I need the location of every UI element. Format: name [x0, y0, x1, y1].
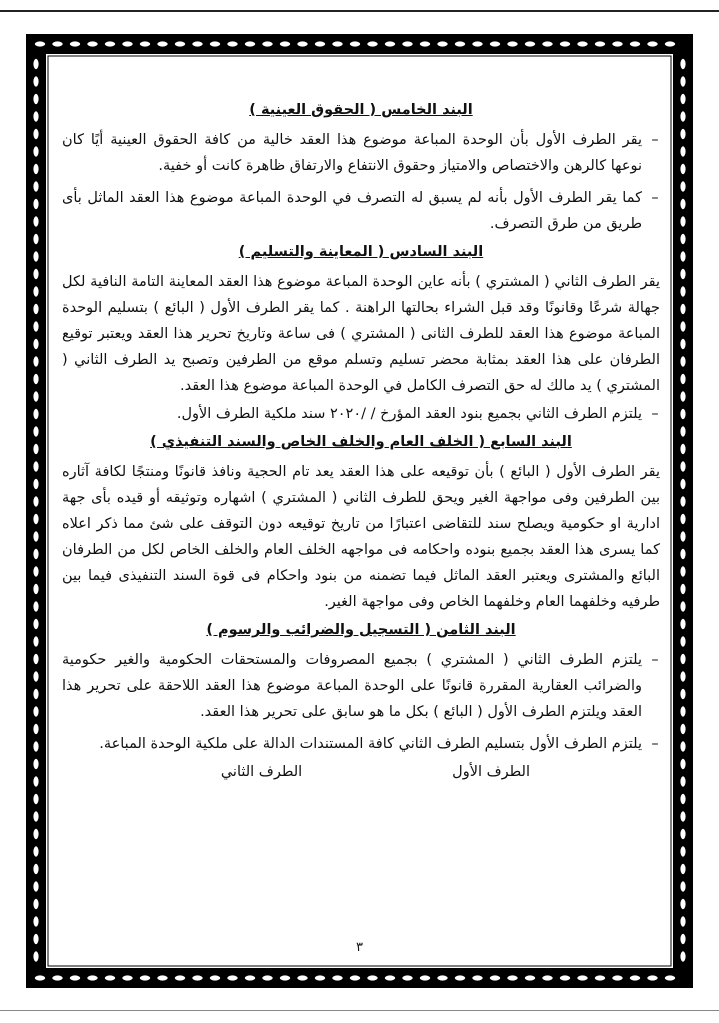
- section-8-clause-1: [62, 647, 660, 725]
- section-7-paragraph: يقر الطرف الأول ( البائع ) بأن توقيعه على هذا العقد يعد تام الحجية ونافذ قانونًا ومنتجًا لكافة آثاره بين الطرفين وفى مواجهة الغير ويحق للطرف الثاني ( المشتري ) اشهاره وتوثيقه أو قيده بأى جهة ادارية او حكومية ويصلح سند للتقاضى اعتبارًا من تاريخ توقيعه دون التوقف على شئ مما ذكر اعلاه كما يسرى هذا العقد بجميع بنوده واحكامه فى مواجهه الخلف العام والخلف الخاص لكل من الطرفان البائع والمشترى ويعتبر العقد الماثل فيما تضمنه من بنود واحكام فى قوة السند التنفيذى فيما بين طرفيه وخلفهما العام وخلفهما الخاص وفى مواجهة الغير.: [62, 464, 660, 610]
- bullet-dash: –: [651, 406, 659, 422]
- section-6-clause-1-text: يلتزم الطرف الثاني بجميع بنود العقد المؤرخ / /٢٠٢٠ سند ملكية الطرف الأول.: [176, 406, 642, 422]
- section-6-paragraph: يقر الطرف الثاني ( المشتري ) بأنه عاين الوحدة المباعة موضوع هذا العقد المعاينة التامة النافية لكل جهالة شرعًا وقانونًا وقد قبل الشراء بحالتها الراهنة . كما يقر الطرف الأول ( البائع ) بتسليم الوحدة المباعة موضوع هذا العقد للطرف الثانى ( المشتري ) فى ساعة وتاريخ تحرير هذا العقد ويعتبر توقيع الطرفان على هذا العقد بمثابة محضر تسليم وتسلم موقع من الطرفين وتصبح يد الطرف الثاني ( المشتري ) يد مالك له حق التصرف الكامل في الوحدة المباعة موضوع هذا العقد.: [62, 274, 660, 394]
- section-6-clause-1: [62, 401, 660, 427]
- section-8-clause-2: [62, 731, 660, 757]
- section-5-clause-1-text: يقر الطرف الأول بأن الوحدة المباعة موضوع هذا العقد خالية من كافة الحقوق العينية أيًا كان نوعها كالرهن والاختصاص والامتياز وحقوق الانتفاع والارتفاق ظاهرة كانت أو خفية.: [62, 132, 642, 174]
- section-5-clause-2: [62, 185, 660, 237]
- second-party-signature-label: الطرف الثاني: [220, 764, 303, 780]
- section-5-clause-1: [62, 127, 660, 179]
- contract-page-body: [62, 95, 660, 785]
- section-5-heading: البند الخامس ( الحقوق العينية ): [249, 102, 473, 118]
- section-5-clause-2-text: كما يقر الطرف الأول بأنه لم يسبق له التصرف في الوحدة المباعة موضوع هذا العقد الماثل بأى طريق من طرق التصرف.: [62, 190, 642, 232]
- first-party-signature-label: الطرف الأول: [452, 764, 530, 780]
- signature-labels: [62, 759, 660, 785]
- section-6-heading: البند السادس ( المعاينة والتسليم ): [238, 244, 484, 260]
- section-8-clause-1-text: يلتزم الطرف الثاني ( المشتري ) بجميع المصروفات والمستحقات الحكومية والغير حكومية والضرائب العقارية المقررة قانونًا على الوحدة المباعة موضوع هذا العقد اللاحقة على تحرير هذا العقد ويلتزم الطرف الأول ( البائع ) بكل ما هو سابق على تحرير هذا العقد.: [62, 652, 642, 720]
- bullet-dash: –: [651, 736, 659, 752]
- section-8-clause-2-text: يلتزم الطرف الأول بتسليم الطرف الثاني كافة المستندات الدالة على ملكية الوحدة المباعة.: [99, 736, 642, 752]
- bullet-dash: –: [651, 190, 659, 206]
- section-7-heading: البند السابع ( الخلف العام والخلف الخاص والسند التنفيذي ): [150, 434, 572, 450]
- bullet-dash: –: [651, 652, 659, 668]
- bullet-dash: –: [651, 132, 659, 148]
- section-8-heading: البند الثامن ( التسجيل والضرائب والرسوم ): [206, 622, 516, 638]
- page-number: ٣: [356, 940, 363, 955]
